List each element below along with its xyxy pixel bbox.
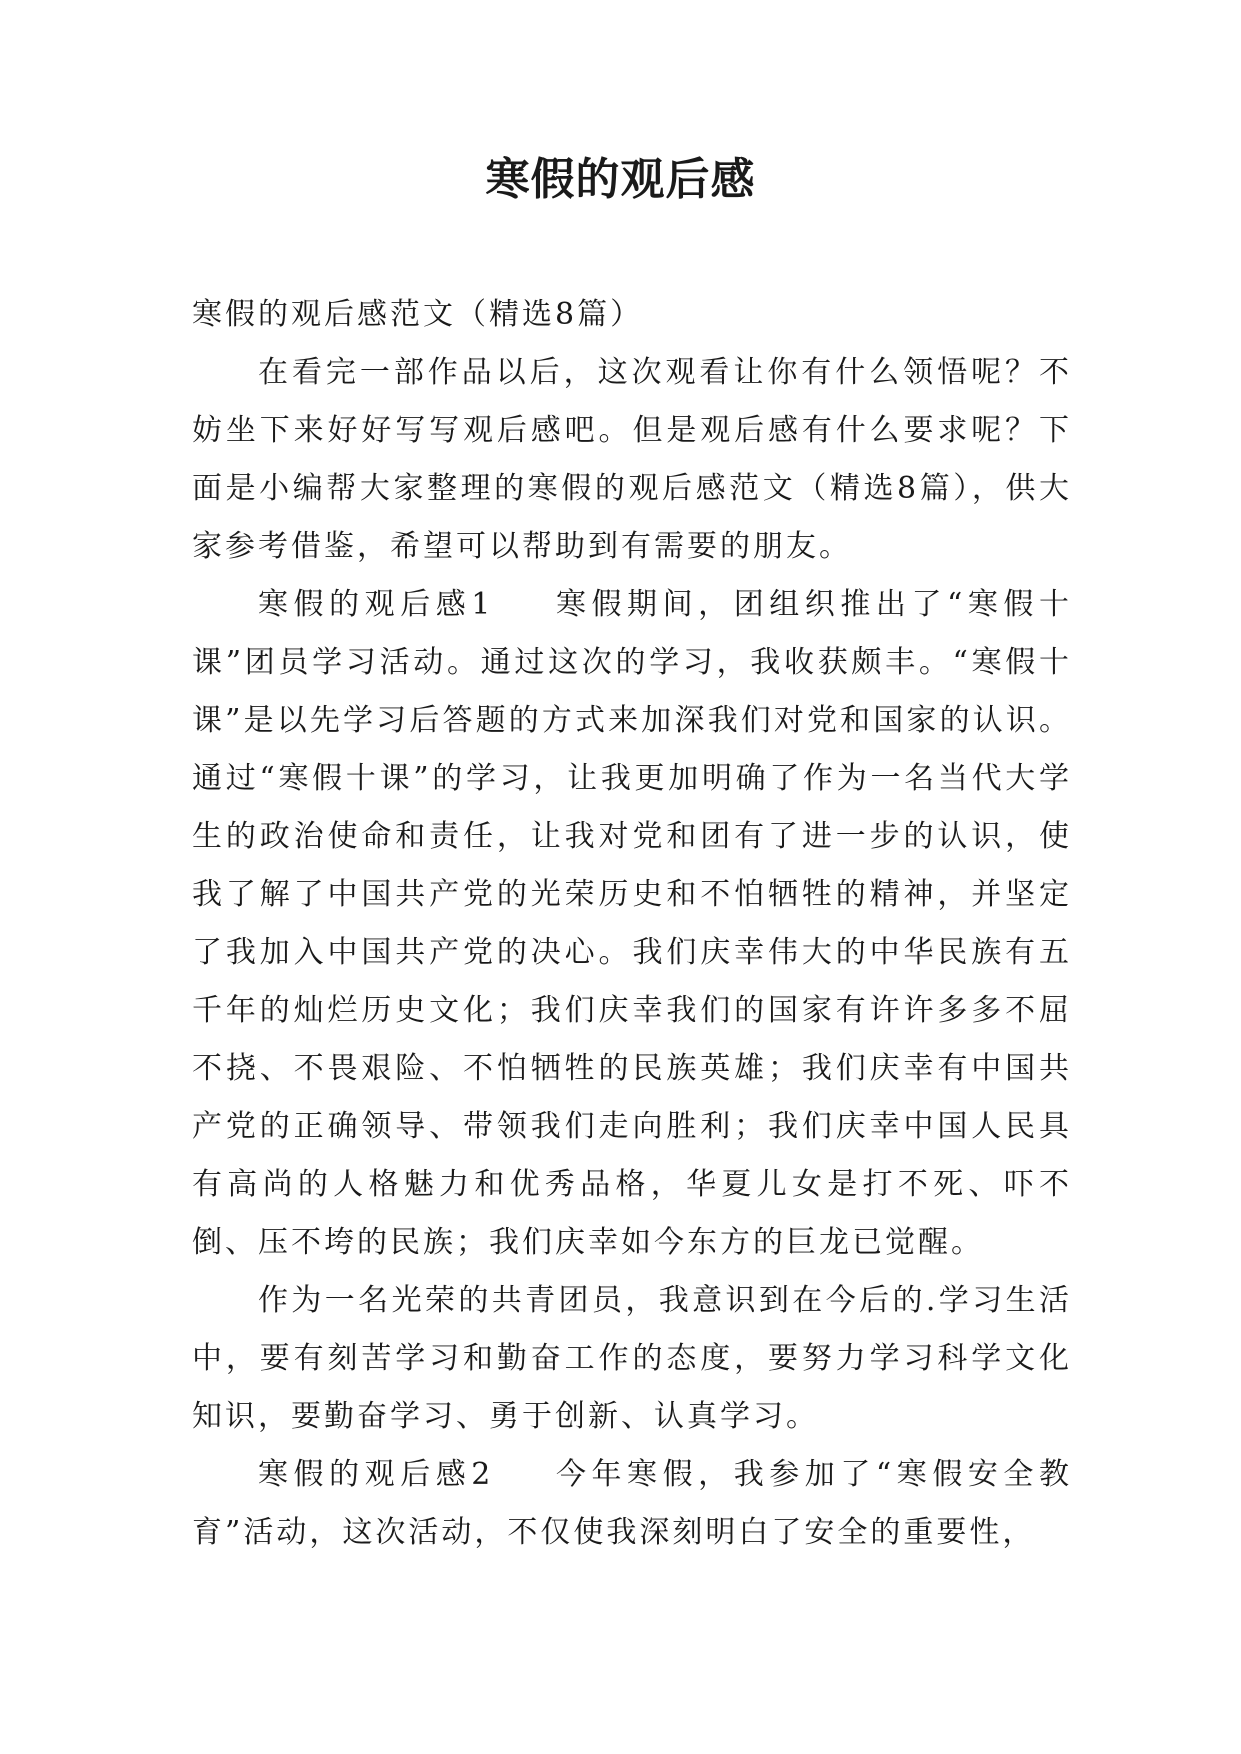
document-title: 寒假的观后感 [485,154,756,205]
section-1-paragraph-2: 作为一名光荣的共青团员，我意识到在今后的.学习生活中，要有刻苦学习和勤奋工作的态度，要努力学习科学文化知识，要勤奋学习、勇于创新、认真学习。 [192,1283,1072,1434]
section-2-heading: 寒假的观后感2 [258,1457,494,1492]
section-1-heading: 寒假的观后感1 [258,587,494,622]
section-2-paragraph-1 [192,1446,1072,1562]
document-subtitle: 寒假的观后感范文（精选8篇） [192,297,644,332]
section-1-text: 寒假期间，团组织推出了“寒假十课”团员学习活动。通过这次的学习，我收获颇丰。“寒假十课”是以先学习后答题的方式来加深我们对党和国家的认识。通过“寒假十课”的学习，让我更加明确了作为一名当代大学生的政治使命和责任，让我对党和团有了进一步的认识，使我了解了中国共产党的光荣历史和不怕牺牲的精神，并坚定了我加入中国共产党的决心。我们庆幸伟大的中华民族有五千年的灿烂历史文化；我们庆幸我们的国家有许许多多不屈不挠、不畏艰险、不怕牺牲的民族英雄；我们庆幸有中国共产党的正确领导、带领我们走向胜利；我们庆幸中国人民具有高尚的人格魅力和优秀品格，华夏儿女是打不死、吓不倒、压不垮的民族；我们庆幸如今东方的巨龙已觉醒。 [192,587,1072,1260]
section-2-text: 今年寒假，我参加了“寒假安全教育”活动，这次活动，不仅使我深刻明白了安全的重要性， [192,1457,1072,1550]
intro-paragraph: 在看完一部作品以后，这次观看让你有什么领悟呢？不妨坐下来好好写写观后感吧。但是观后感有什么要求呢？下面是小编帮大家整理的寒假的观后感范文（精选8篇），供大家参考借鉴，希望可以帮助到有需要的朋友。 [192,355,1072,564]
document-body [192,286,1072,1562]
section-1-paragraph-1 [192,576,1072,1272]
